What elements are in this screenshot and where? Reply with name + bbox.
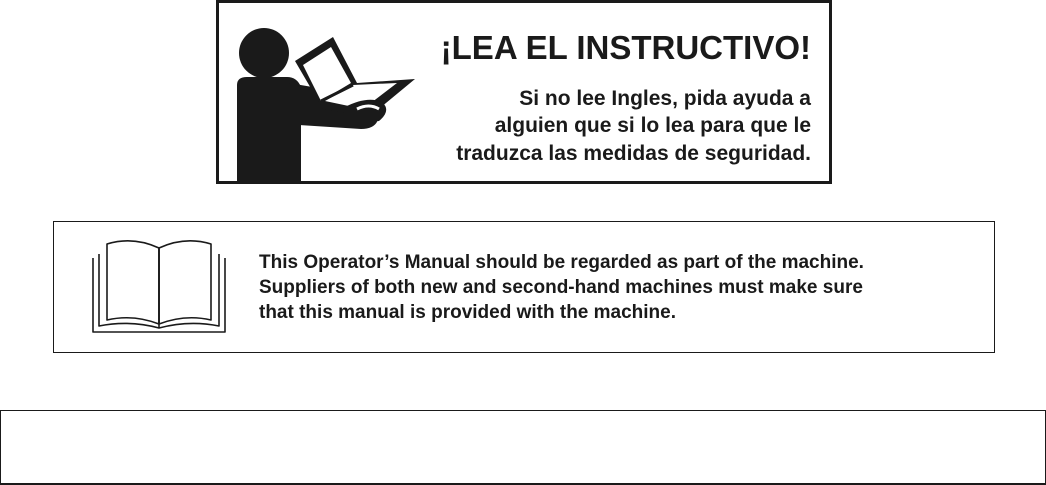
english-line: Suppliers of both new and second-hand machines must make sure bbox=[259, 277, 863, 299]
empty-bordered-panel bbox=[0, 410, 1046, 485]
spanish-line: Si no lee Ingles, pida ayuda a bbox=[519, 87, 811, 110]
open-book-icon bbox=[89, 234, 229, 338]
spanish-line: traduzca las medidas de seguridad. bbox=[456, 141, 811, 165]
person-reading-book-icon bbox=[229, 13, 419, 181]
spanish-line: alguien que si lo lea para que le bbox=[494, 114, 811, 138]
spanish-body-text bbox=[456, 85, 811, 167]
english-line: This Operator’s Manual should be regarded as part of the machine. bbox=[259, 252, 864, 273]
spanish-title: ¡LEA EL INSTRUCTIVO! bbox=[440, 29, 811, 66]
english-body-text bbox=[259, 250, 864, 325]
spanish-safety-notice bbox=[216, 0, 832, 184]
english-line: that this manual is provided with the machine. bbox=[259, 302, 677, 324]
english-manual-notice bbox=[53, 221, 995, 353]
